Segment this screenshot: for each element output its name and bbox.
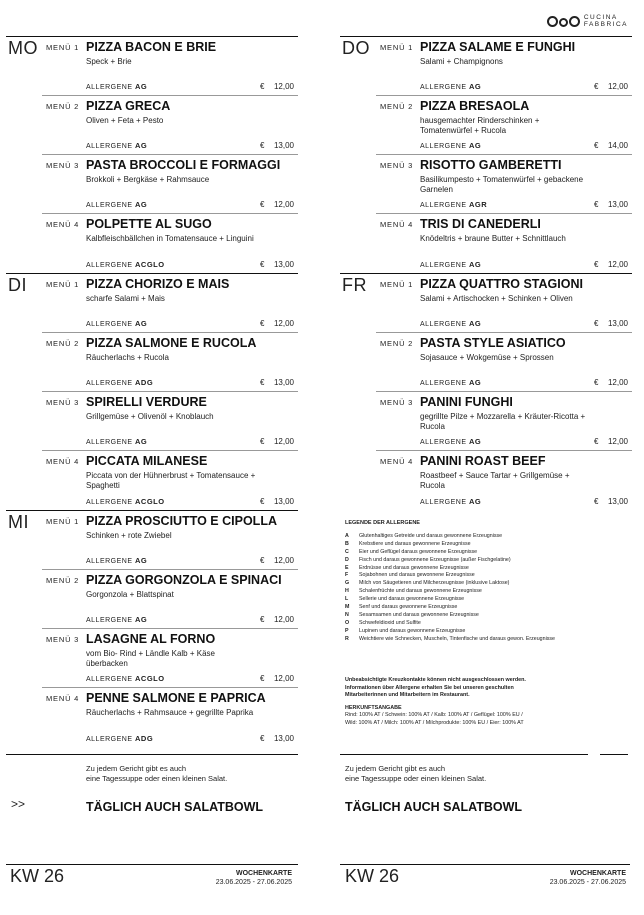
menu-item <box>42 155 298 214</box>
legend-row: C Eier und Geflügel daraus gewonnene Erzeugnisse <box>345 548 478 555</box>
allergen-codes: AG <box>134 141 148 150</box>
allergen-line: ALLERGENE AG <box>420 378 482 387</box>
allergen-codes: AG <box>468 378 482 387</box>
dish-name: POLPETTE AL SUGO <box>86 217 212 231</box>
dish-name: PIZZA SALAME E FUNGHI <box>420 40 576 54</box>
allergen-line: ALLERGENE AG <box>86 319 148 328</box>
allergen-line: ALLERGENE ADG <box>86 378 154 387</box>
menu-number: MENÜ 1 <box>46 43 80 52</box>
legend-row: A Glutenhaltiges Getreide und daraus gewonnene Erzeugnisse <box>345 532 503 539</box>
legend-row: P Lupinen und daraus gewonnene Erzeugnisse <box>345 627 466 634</box>
day-label: DO <box>342 38 370 58</box>
legend-row: O Schwefeldioxid und Sulfite <box>345 619 421 626</box>
dish-description: Speck + Brie <box>86 57 132 66</box>
daily-note: Zu jedem Gericht gibt es auch eine Tagessuppe oder einen kleinen Salat. <box>345 764 487 783</box>
price: € 12,00 <box>594 82 628 91</box>
dish-description: Gorgonzola + Blattspinat <box>86 590 174 599</box>
allergen-line: ALLERGENE AG <box>86 615 148 624</box>
dish-name: PIZZA PROSCIUTTO E CIPOLLA <box>86 514 277 528</box>
dish-name: PIZZA BACON E BRIE <box>86 40 217 54</box>
menu-number: MENÜ 1 <box>380 280 414 289</box>
menu-number: MENÜ 1 <box>380 43 414 52</box>
menu-number: MENÜ 4 <box>46 457 80 466</box>
day-section <box>6 273 298 510</box>
legend-row: E Erdnüsse und daraus gewonnene Erzeugnisse <box>345 564 469 571</box>
legend-row: D Fisch und daraus gewonnene Erzeugnisse (außer Fischgelatine) <box>345 556 511 563</box>
menu-item <box>376 37 632 96</box>
day-section <box>6 36 298 273</box>
dish-name: SPIRELLI VERDURE <box>86 395 207 409</box>
allergen-codes: AGR <box>468 200 488 209</box>
allergen-codes: ADG <box>134 734 154 743</box>
menu-item <box>376 274 632 333</box>
dish-description: Räucherlachs + Rahmsauce + gegrillte Paprika <box>86 708 254 717</box>
allergen-line: ALLERGENE AG <box>86 200 148 209</box>
price: € 14,00 <box>594 141 628 150</box>
menu-item <box>376 96 632 155</box>
price: € 13,00 <box>260 260 294 269</box>
menu-number: MENÜ 3 <box>46 635 80 644</box>
dish-description: gegrillte Pilze + Mozzarella + Kräuter-Ricotta + Rucola <box>420 412 586 431</box>
brand-name: CUCINA FABBRICA <box>583 14 628 28</box>
menu-number: MENÜ 3 <box>380 398 414 407</box>
price: € 12,00 <box>594 378 628 387</box>
cogwheel-icon <box>547 16 580 27</box>
dish-name: RISOTTO GAMBERETTI <box>420 158 562 172</box>
menu-number: MENÜ 4 <box>46 220 80 229</box>
allergen-codes: ADG <box>134 378 154 387</box>
menu-item <box>376 392 632 451</box>
dish-name: PIZZA SALMONE E RUCOLA <box>86 336 257 350</box>
dish-description: Grillgemüse + Olivenöl + Knoblauch <box>86 412 214 421</box>
allergen-codes: AG <box>468 319 482 328</box>
menu-item <box>42 629 298 688</box>
legend-row: R Weichtiere wie Schnecken, Muscheln, Tintenfische und daraus gewon. Erzeugnisse <box>345 635 555 642</box>
dish-name: PIZZA GRECA <box>86 99 171 113</box>
dish-description: Brokkoli + Bergkäse + Rahmsauce <box>86 175 210 184</box>
menu-number: MENÜ 4 <box>380 457 414 466</box>
menu-item <box>42 451 298 510</box>
allergen-line: ALLERGENE AG <box>86 437 148 446</box>
dish-description: Sojasauce + Wokgemüse + Sprossen <box>420 353 554 362</box>
dish-description: Oliven + Feta + Pesto <box>86 116 164 125</box>
day-label: MI <box>8 512 29 532</box>
day-label: FR <box>342 275 367 295</box>
menu-number: MENÜ 3 <box>380 161 414 170</box>
price: € 13,00 <box>260 141 294 150</box>
price: € 12,00 <box>260 437 294 446</box>
allergen-codes: AG <box>468 497 482 506</box>
day-section <box>340 36 632 273</box>
menu-item <box>42 96 298 155</box>
allergen-codes: AG <box>134 319 148 328</box>
dish-description: Roastbeef + Sauce Tartar + Grillgemüse + Rucola <box>420 471 570 490</box>
allergen-codes: AG <box>134 556 148 565</box>
price: € 12,00 <box>260 82 294 91</box>
allergen-legend <box>345 520 640 644</box>
price: € 12,00 <box>260 615 294 624</box>
dish-name: PIZZA QUATTRO STAGIONI <box>420 277 583 291</box>
price: € 12,00 <box>594 260 628 269</box>
legend-row: F Sojabohnen und daraus gewonnene Erzeugnisse <box>345 572 475 579</box>
allergen-codes: ACGLO <box>134 674 165 683</box>
price: € 12,00 <box>260 556 294 565</box>
legend-row: L Sellerie und daraus gewonnene Erzeugnisse <box>345 596 465 603</box>
allergen-codes: AG <box>134 437 148 446</box>
price: € 12,00 <box>594 437 628 446</box>
allergen-line: ALLERGENE AG <box>420 141 482 150</box>
dish-name: PANINI FUNGHI <box>420 395 513 409</box>
legend-title: LEGENDE DER ALLERGENE <box>345 520 420 526</box>
price: € 12,00 <box>260 200 294 209</box>
price: € 12,00 <box>260 674 294 683</box>
menu-item <box>376 333 632 392</box>
divider <box>6 754 298 755</box>
menu-number: MENÜ 2 <box>46 339 80 348</box>
menu-item <box>42 570 298 629</box>
menu-column-right <box>340 36 632 510</box>
week-card-info: WOCHENKARTE 23.06.2025 - 27.06.2025 <box>549 870 626 886</box>
calendar-week: KW 26 <box>10 866 65 886</box>
menu-column-left <box>6 36 298 747</box>
day-label: MO <box>8 38 38 58</box>
legend-row: G Milch von Säugetieren und Milcherzeugnisse (inklusive Laktose) <box>345 580 510 587</box>
menu-number: MENÜ 1 <box>46 517 80 526</box>
menu-number: MENÜ 4 <box>380 220 414 229</box>
allergen-line: ALLERGENE AG <box>420 319 482 328</box>
menu-item <box>42 392 298 451</box>
price: € 13,00 <box>260 734 294 743</box>
allergen-notice: Unbeabsichtigte Kreuzkontakte können nicht ausgeschlossen werden. Informationen über Allergene erhalten Sie bei unseren geschulten Mitarbeiterinnen und Mitarbeitern im Restaurant. HERKUNFTSANGABE Rind: 100% AT / Schwein: 100% AT / Kalb: 100% AT / Geflügel: 100% EU / Wild: 100% AT / Milch: 100% AT / Milchprodukte: 100% EU / Eier: 100% AT <box>345 677 526 726</box>
menu-number: MENÜ 3 <box>46 161 80 170</box>
legend-row: H Schalenfrüchte und daraus gewonnene Erzeugnisse <box>345 588 482 595</box>
allergen-line: ALLERGENE AG <box>420 497 482 506</box>
dish-description: Knödeltris + braune Butter + Schnittlauch <box>420 234 566 243</box>
menu-item <box>42 333 298 392</box>
salatbowl-heading: TÄGLICH AUCH SALATBOWL <box>86 800 264 814</box>
arrows-marker: >> <box>11 797 26 811</box>
dish-name: PICCATA MILANESE <box>86 454 208 468</box>
dish-name: PIZZA CHORIZO E MAIS <box>86 277 230 291</box>
price: € 13,00 <box>594 319 628 328</box>
legend-row: B Krebstiere und daraus gewonnene Erzeugnisse <box>345 540 471 547</box>
allergen-codes: AG <box>134 200 148 209</box>
allergen-line: ALLERGENE ACGLO <box>86 674 165 683</box>
dish-description: Salami + Artischocken + Schinken + Oliven <box>420 294 573 303</box>
price: € 12,00 <box>260 319 294 328</box>
dish-name: PASTA STYLE ASIATICO <box>420 336 566 350</box>
allergen-codes: AG <box>468 260 482 269</box>
allergen-line: ALLERGENE ADG <box>86 734 154 743</box>
allergen-codes: ACGLO <box>134 260 165 269</box>
menu-number: MENÜ 2 <box>46 102 80 111</box>
divider <box>340 754 588 755</box>
price: € 13,00 <box>260 497 294 506</box>
menu-number: MENÜ 2 <box>380 339 414 348</box>
dish-name: TRIS DI CANEDERLI <box>420 217 541 231</box>
legend-row: M Senf und daraus gewonnene Erzeugnisse <box>345 604 458 611</box>
menu-number: MENÜ 3 <box>46 398 80 407</box>
dish-description: scharfe Salami + Mais <box>86 294 165 303</box>
allergen-line: ALLERGENE AGR <box>420 200 488 209</box>
allergen-codes: ACGLO <box>134 497 165 506</box>
salatbowl-heading: TÄGLICH AUCH SALATBOWL <box>345 800 523 814</box>
allergen-codes: AG <box>134 615 148 624</box>
allergen-codes: AG <box>468 82 482 91</box>
price: € 13,00 <box>594 497 628 506</box>
allergen-line: ALLERGENE AG <box>86 82 148 91</box>
menu-number: MENÜ 1 <box>46 280 80 289</box>
brand-logo <box>547 14 628 28</box>
price: € 13,00 <box>260 378 294 387</box>
dish-name: PASTA BROCCOLI E FORMAGGI <box>86 158 281 172</box>
dish-description: hausgemachter Rinderschinken + Tomatenwürfel + Rucola <box>420 116 540 135</box>
allergen-codes: AG <box>134 82 148 91</box>
dish-description: Räucherlachs + Rucola <box>86 353 169 362</box>
divider <box>6 864 298 865</box>
allergen-line: ALLERGENE AG <box>420 82 482 91</box>
dish-name: PANINI ROAST BEEF <box>420 454 546 468</box>
allergen-line: ALLERGENE ACGLO <box>86 497 165 506</box>
allergen-line: ALLERGENE AG <box>86 556 148 565</box>
allergen-line: ALLERGENE ACGLO <box>86 260 165 269</box>
day-section <box>6 510 298 747</box>
menu-item <box>42 274 298 333</box>
dish-description: Schinken + rote Zwiebel <box>86 531 172 540</box>
dish-description: Salami + Champignons <box>420 57 503 66</box>
menu-item <box>42 688 298 747</box>
dish-name: PENNE SALMONE E PAPRICA <box>86 691 266 705</box>
allergen-line: ALLERGENE AG <box>420 260 482 269</box>
dish-description: vom Bio- Rind + Ländle Kalb + Käse überbacken <box>86 649 215 668</box>
price: € 13,00 <box>594 200 628 209</box>
allergen-codes: AG <box>468 437 482 446</box>
allergen-line: ALLERGENE AG <box>86 141 148 150</box>
day-label: DI <box>8 275 27 295</box>
dish-name: LASAGNE AL FORNO <box>86 632 216 646</box>
divider <box>340 864 630 865</box>
divider <box>600 754 628 755</box>
menu-item <box>42 214 298 273</box>
dish-name: PIZZA GORGONZOLA E SPINACI <box>86 573 282 587</box>
dish-name: PIZZA BRESAOLA <box>420 99 530 113</box>
legend-row: N Sesamsamen und daraus gewonnene Erzeugnisse <box>345 611 479 618</box>
allergen-codes: AG <box>468 141 482 150</box>
week-card-info: WOCHENKARTE 23.06.2025 - 27.06.2025 <box>215 870 292 886</box>
menu-number: MENÜ 2 <box>46 576 80 585</box>
menu-number: MENÜ 4 <box>46 694 80 703</box>
daily-note: Zu jedem Gericht gibt es auch eine Tagessuppe oder einen kleinen Salat. <box>86 764 228 783</box>
allergen-line: ALLERGENE AG <box>420 437 482 446</box>
menu-item <box>42 511 298 570</box>
menu-item <box>42 37 298 96</box>
calendar-week: KW 26 <box>345 866 400 886</box>
dish-description: Piccata von der Hühnerbrust + Tomatensauce + Spaghetti <box>86 471 256 490</box>
menu-number: MENÜ 2 <box>380 102 414 111</box>
menu-item <box>376 451 632 510</box>
dish-description: Kalbfleischbällchen in Tomatensauce + Linguini <box>86 234 254 243</box>
menu-item <box>376 155 632 214</box>
menu-item <box>376 214 632 273</box>
dish-description: Basilikumpesto + Tomatenwürfel + gebackene Garnelen <box>420 175 584 194</box>
day-section <box>340 273 632 510</box>
